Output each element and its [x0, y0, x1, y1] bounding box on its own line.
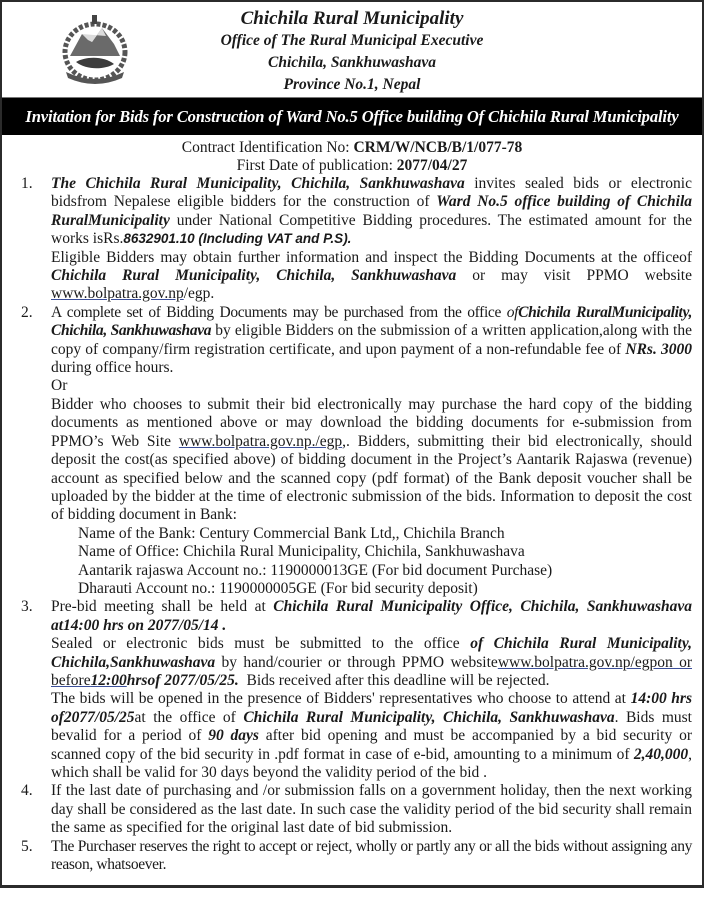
- document-fee: NRs. 3000: [625, 340, 692, 358]
- office-reference: Chichila Rural Municipality, Chichila, Sankhuwashava: [243, 708, 615, 726]
- text: by eligible Bidders on the submission of a written application,along with the copy of company/firm registration certificate, and upon payment of a non-refundable fee of: [51, 322, 692, 358]
- text: Sealed or electronic bids must be submitted to the office: [51, 635, 471, 653]
- bolpatra-egp-link[interactable]: www.bolpatra.gov.np./egp: [178, 432, 343, 450]
- text: at the office of: [134, 708, 244, 726]
- clause-1-info: [51, 249, 692, 304]
- clause-list: [2, 175, 702, 874]
- bolpatra-link[interactable]: www.bolpatra.gov.np: [51, 285, 184, 303]
- text: by hand/courier or through PPMO website: [215, 653, 498, 671]
- clause-2: [2, 304, 702, 599]
- notice-title-banner: Invitation for Bids for Construction of Ward No.5 Office building Of Chichila Rural Municipality: [2, 98, 702, 135]
- clause-3: [2, 598, 702, 782]
- text: , which shall be valid for 30 days beyond the validity period of the bid .: [51, 745, 692, 781]
- publication-date-line: [2, 157, 702, 175]
- deadline-time: 12:00: [90, 671, 127, 689]
- estimated-amount: 8632901.10 (Including VAT and P.S).: [123, 231, 352, 247]
- org-name: Chichila Rural Municipality: [240, 8, 464, 29]
- text: during office hours.: [51, 359, 174, 377]
- validity-period: 90 days: [208, 727, 259, 745]
- clause-3-prebid: [51, 598, 692, 635]
- text: Eligible Bidders may obtain further information and inspect the Bidding Documents at the officeof: [51, 248, 692, 266]
- clause-number: 2.: [21, 303, 33, 321]
- clause-4-text: If the last date of purchasing and /or submission falls on a government holiday, then the next working day shall be considered as the last date. In such case the validity period of the bid security shall remain the same as specified for the original last date of bid submission.: [51, 782, 692, 837]
- bank-name: Name of the Bank: Century Commercial Bank Ltd,, Chichila Branch: [78, 524, 505, 542]
- bank-office-name: Name of Office: Chichila Rural Municipality, Chichila, Sankhuwashava: [78, 543, 525, 561]
- revenue-account: Aantarik rajaswa Account no.: 1190000013GE (For bid document Purchase): [78, 561, 553, 579]
- text: of: [506, 303, 519, 321]
- text: after bid opening and must be accompanied by a bid security or scanned copy of the bid security in .pdf format in case of e-bid, amounting to a minimum of: [51, 727, 692, 763]
- office-reference: Chichila Rural Municipality, Chichila, Sankhuwashava: [51, 267, 457, 285]
- clause-2-or: Or: [51, 377, 68, 395]
- text: invites sealed bids or electronic bidsfrom Nepalese eligible bidders for the construction of: [51, 175, 692, 211]
- clause-3-submission: [51, 635, 692, 690]
- text: /egp.: [183, 285, 215, 303]
- clause-1: [2, 175, 702, 304]
- text: A complete set of Bidding Documents may be purchased from the office: [51, 303, 507, 321]
- office-name: Office of The Rural Municipal Executive: [220, 32, 484, 49]
- clause-number: 4.: [21, 782, 33, 800]
- clause-4: [2, 782, 702, 837]
- clause-number: 1.: [21, 175, 33, 192]
- text: Bidder who chooses to submit their bid electronically may purchase the hard copy of the bidding documents as mentioned above or may download the bidding documents for e-submission from PPMO’s Web Site: [51, 395, 692, 450]
- clause-5-text: The Purchaser reserves the right to accept or reject, wholly or partly any or all the bids without assigning any reason, whatsoever.: [51, 837, 692, 874]
- clause-number: 3.: [21, 598, 33, 616]
- publication-date-value: 2077/04/27: [396, 157, 468, 174]
- contract-meta: [2, 139, 702, 175]
- opening-time: 14:00 hrs of2077/05/25: [51, 690, 692, 726]
- contract-id-line: [2, 139, 702, 157]
- clause-5: [2, 838, 702, 875]
- deposit-account: Dharauti Account no.: 1190000005GE (For bid security deposit): [78, 579, 478, 597]
- province: Province No.1, Nepal: [283, 76, 421, 93]
- text: The bids will be opened in the presence of Bidders' representatives who choose to attend at: [51, 690, 631, 708]
- prebid-venue-time: Chichila Rural Municipality Office, Chichila, Sankhuwashava at14:00 hrs on 2077/05/14 .: [51, 598, 692, 634]
- text: Pre-bid meeting shall be held at: [51, 598, 274, 616]
- text: . Bids must bevalid for a period of: [51, 708, 692, 745]
- publication-date-label: First Date of publication:: [236, 157, 397, 174]
- office-location: Chichila, Sankhuwashava: [268, 54, 436, 71]
- bank-details: [51, 525, 692, 599]
- deadline-date: hrsof 2077/05/25.: [126, 671, 239, 689]
- clause-2-purchase: [51, 304, 692, 378]
- clause-number: 5.: [21, 837, 33, 855]
- contract-id-label: Contract Identification No:: [181, 139, 354, 156]
- employer-name: The Chichila Rural Municipality, Chichila, Sankhuwashava: [51, 175, 465, 192]
- text: www.bolpatra.gov.np/egpon or before: [51, 653, 692, 689]
- text: or may visit PPMO website: [456, 267, 692, 285]
- project-name: Ward No.5 office building of Chichila RuralMunicipality: [51, 193, 692, 229]
- text: ,. Bidders, submitting their bid electronically, should deposit the cost(as specified above) of bidding document in the Project’s Aantarik Rajaswa (revenue) account as specified below and the scanned copy (pdf format) of the Bank deposit voucher shall be uploaded by the bidder at the time of electronic submission of the bids. Information to deposit the cost of bidding document in Bank:: [51, 432, 693, 524]
- clause-1-invitation: [51, 175, 692, 249]
- office-reference: Chichila RuralMunicipality, Chichila, Sankhuwashava: [51, 303, 692, 340]
- bid-security-amount: 2,40,000: [633, 745, 689, 763]
- text: Bids received after this deadline will be rejected.: [238, 671, 550, 689]
- clause-2-electronic: [51, 396, 692, 525]
- clause-3-opening: [51, 690, 692, 782]
- text: under National Competitive Bidding procedures. The estimated amount for the works isRs.: [51, 211, 692, 248]
- office-reference: of Chichila Rural Municipality, Chichila,Sankhuwashava: [51, 635, 693, 671]
- contract-id-value: CRM/W/NCB/B/1/077-78: [353, 139, 523, 156]
- notice-header: [2, 2, 702, 98]
